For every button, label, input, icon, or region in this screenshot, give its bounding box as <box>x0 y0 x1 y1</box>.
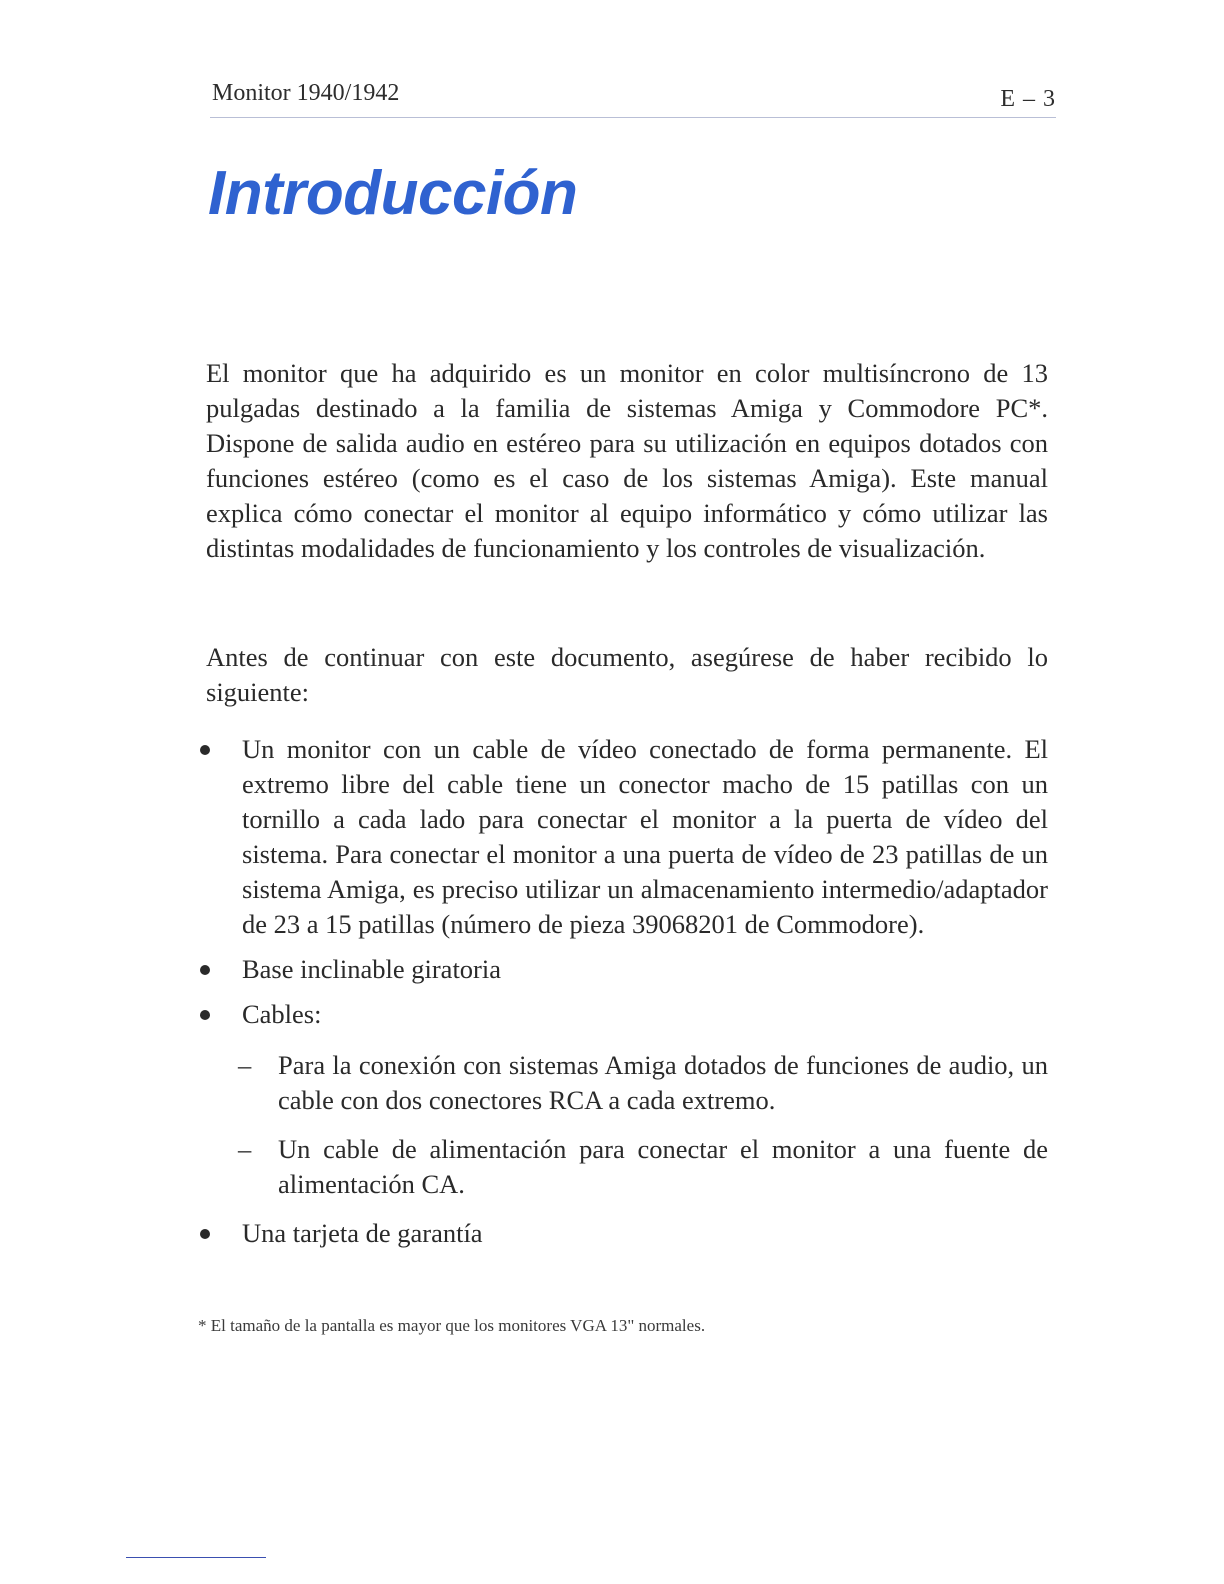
page-number: E – 3 <box>1000 86 1056 112</box>
bullet-icon <box>200 745 210 755</box>
list-item-cables <box>196 997 1048 1202</box>
list-item-text: Un monitor con un cable de vídeo conectado de forma permanente. El extremo libre del cable tiene un conector macho de 15 patillas con un tornillo a cada lado para conectar el monitor a la puerta de vídeo del sistema. Para conectar el monitor a una puerta de vídeo de 23 patillas de un sistema Amiga, es preciso utilizar un almacenamiento intermedio/adaptador de 23 a 15 patillas (número de pieza 39068201 de Commodore). <box>242 734 1048 939</box>
list-item-base <box>196 952 1048 987</box>
sublist-item-text: Para la conexión con sistemas Amiga dotados de funciones de audio, un cable con dos conectores RCA a cada extremo. <box>278 1050 1048 1115</box>
package-contents-list <box>196 732 1048 1261</box>
cables-sublist <box>238 1048 1048 1202</box>
list-item-monitor <box>196 732 1048 942</box>
sublist-item-audio-cable <box>238 1048 1048 1118</box>
dash-icon: – <box>238 1050 252 1080</box>
bullet-icon <box>200 1229 210 1239</box>
dash-icon: – <box>238 1134 252 1164</box>
intro-paragraph: El monitor que ha adquirido es un monitor en color multisíncrono de 13 pulgadas destinado a la familia de sistemas Amiga y Commodore PC*. Dispone de salida audio en estéreo para su utilización en equipos dotados con funciones estéreo (como es el caso de los sistemas Amiga). Este manual explica cómo conectar el monitor al equipo informático y cómo utilizar las distintas modalidades de funcionamiento y los controles de visualización. <box>206 358 1048 563</box>
list-item-text: Una tarjeta de garantía <box>242 1218 483 1248</box>
sublist-item-text: Un cable de alimentación para conectar el monitor a una fuente de alimentación CA. <box>278 1134 1048 1199</box>
sublist-item-power-cable <box>238 1132 1048 1202</box>
footnote: * El tamaño de la pantalla es mayor que los monitores VGA 13" normales. <box>198 1316 706 1335</box>
page-title: Introducción <box>208 159 578 228</box>
list-item-warranty <box>196 1216 1048 1251</box>
bullet-icon <box>200 1010 210 1020</box>
bullet-icon <box>200 965 210 975</box>
header-divider <box>210 117 1056 118</box>
list-item-text: Cables: <box>242 999 322 1029</box>
checklist-intro-paragraph: Antes de continuar con este documento, asegúrese de haber recibido lo siguiente: <box>206 642 1048 707</box>
running-header-title: Monitor 1940/1942 <box>212 80 400 106</box>
list-item-text: Base inclinable giratoria <box>242 954 502 984</box>
footer-divider <box>126 1557 266 1558</box>
